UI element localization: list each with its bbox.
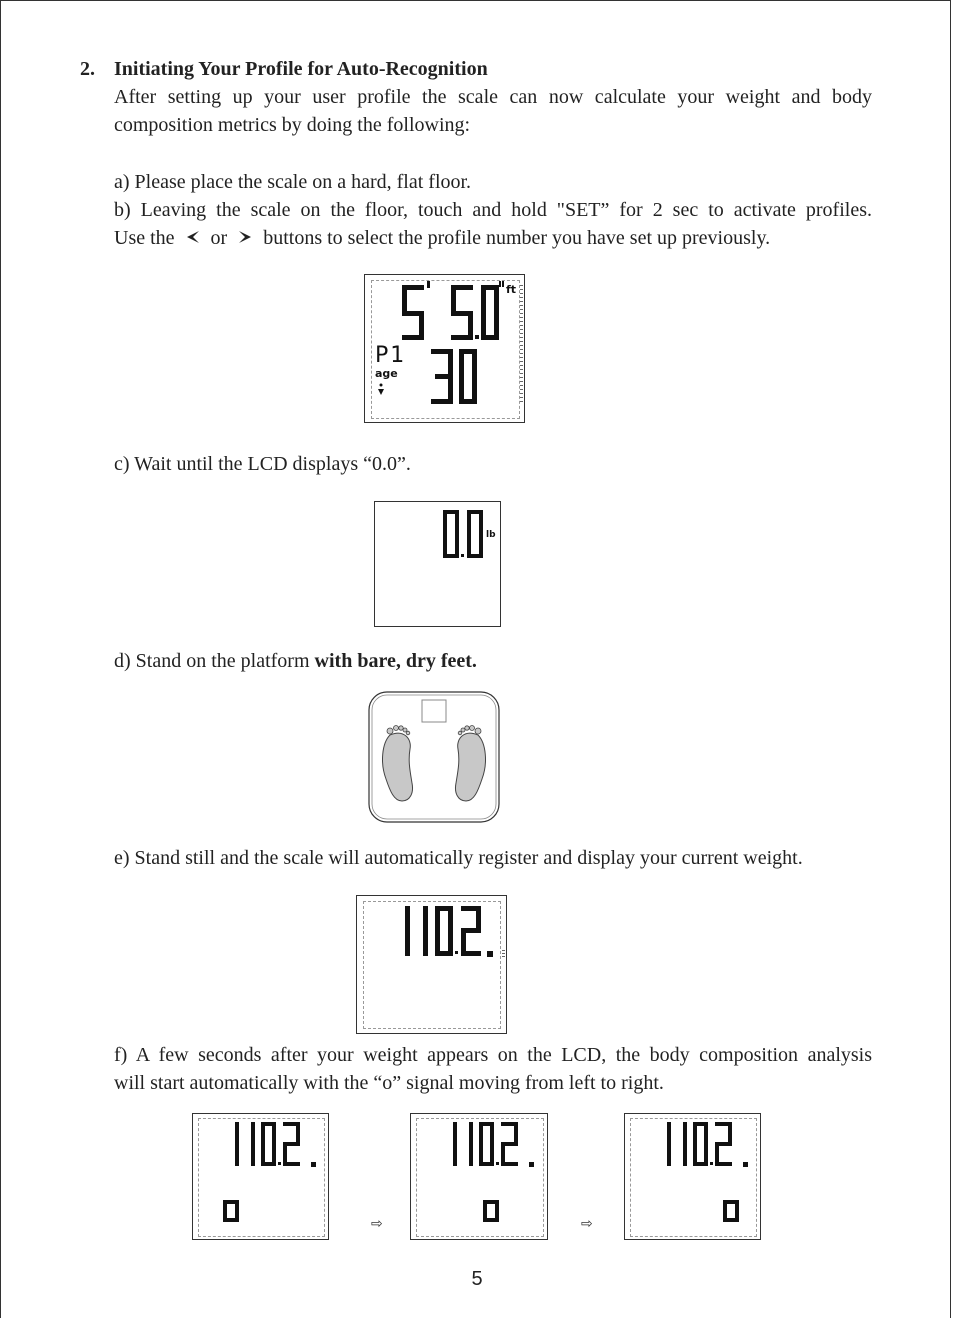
lcd-zero-display	[374, 501, 501, 627]
lcd-zero-segments	[375, 502, 502, 628]
lcd-weight-display	[356, 895, 507, 1034]
step-b-line1: b) Leaving the scale on the floor, touch and hold "SET” for 2 sec to activate profiles.	[114, 199, 872, 221]
left-arrow-icon	[180, 224, 206, 252]
down-arrow-icon	[378, 389, 384, 395]
section-number: 2.	[80, 58, 95, 80]
right-arrow-icon	[232, 224, 258, 252]
page-number: 5	[471, 1268, 483, 1290]
step-b-line2-rest: buttons to select the profile number you have set up previously.	[263, 227, 771, 249]
section-heading	[80, 55, 488, 83]
step-e: e) Stand still and the scale will automatically register and display your current weight.	[114, 847, 803, 869]
lcd-profile-display	[364, 274, 525, 423]
step-a: a) Please place the scale on a hard, flat floor.	[114, 171, 472, 193]
step-d-emphasis: with bare, dry feet.	[314, 650, 477, 672]
step-b-or: or	[210, 227, 228, 249]
lcd-weight-segments	[357, 896, 508, 1035]
lcd-age-label: age	[375, 367, 398, 380]
lcd-profile-number: P1	[375, 343, 407, 368]
step-f-line1: f) A few seconds after your weight appears on the LCD, the body composition analysis	[114, 1044, 872, 1066]
step-d-text: d) Stand on the platform	[114, 650, 315, 672]
scale-illustration	[368, 691, 500, 823]
step-d	[114, 647, 894, 675]
lcd-analysis-2	[410, 1113, 548, 1240]
lcd-analysis-3	[624, 1113, 761, 1240]
lcd-unit-lb: lb	[486, 530, 496, 540]
step-c: c) Wait until the LCD displays “0.0”.	[114, 453, 411, 475]
step-f-line2: will start automatically with the “o” signal moving from left to right.	[114, 1072, 664, 1094]
lcd-analysis-1	[192, 1113, 329, 1240]
section-title: Initiating Your Profile for Auto-Recognition	[114, 58, 488, 80]
lcd-unit-ft: ft	[506, 283, 517, 296]
intro-paragraph: After setting up your user profile the scale can now calculate your weight and body composition metrics by doing the following:	[114, 86, 872, 136]
step-b-use-the: Use the	[114, 227, 175, 249]
step-b-line2	[114, 224, 894, 252]
flow-arrow-icon: ⇨	[371, 1216, 383, 1232]
flow-arrow-icon: ⇨	[581, 1216, 593, 1232]
